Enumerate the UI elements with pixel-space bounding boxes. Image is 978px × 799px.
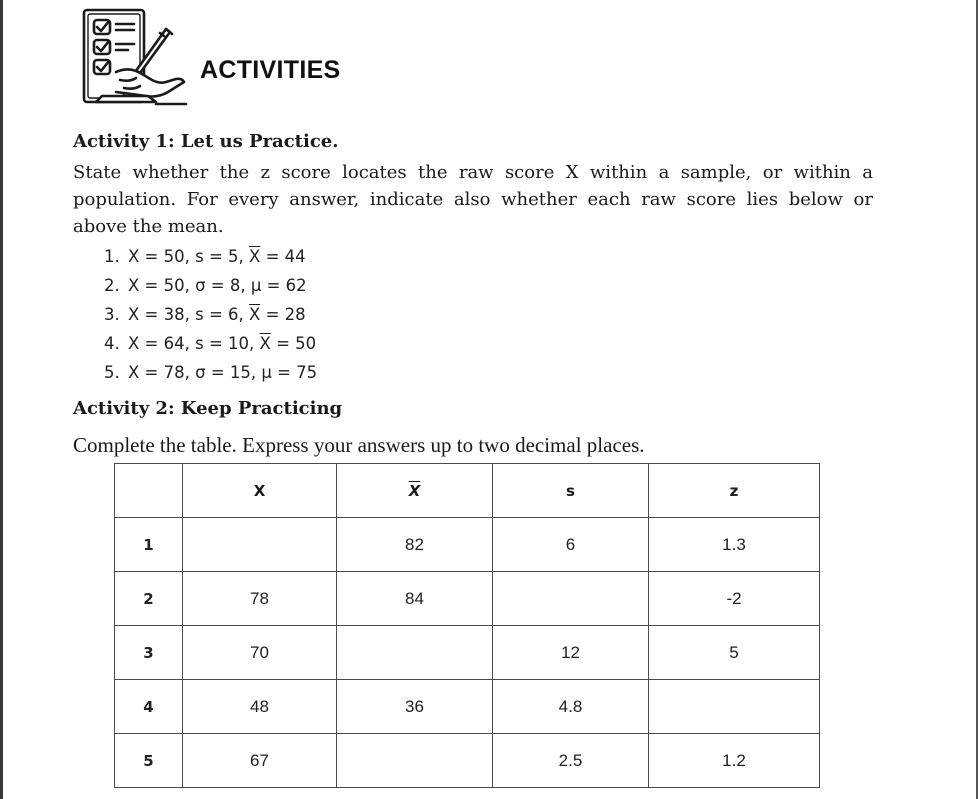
cell-z[interactable] [649,680,820,734]
cell-z: 1.3 [649,518,820,572]
table-header-row [115,464,820,518]
cell-x: 70 [183,626,337,680]
cell-z: 5 [649,626,820,680]
activity1-heading: Activity 1: Let us Practice. [73,131,339,152]
cell-mean: 82 [337,518,493,572]
cell-x[interactable] [183,518,337,572]
row-number: 1 [115,518,183,572]
cell-s[interactable] [493,572,649,626]
activity1-item-list [104,242,317,387]
activity2-instructions: Complete the table. Express your answers up to two decimal places. [73,433,645,457]
cell-mean[interactable] [337,734,493,788]
list-item: 4. X = 64, s = 10, $\overline{X} = 50$ [104,334,317,353]
table-row [115,734,820,788]
cell-s: 2.5 [493,734,649,788]
cell-s: 12 [493,626,649,680]
cell-mean: 36 [337,680,493,734]
list-item: 3. X = 38, s = 6, $\overline{X} = 28$ [104,305,306,324]
row-number: 4 [115,680,183,734]
cell-s: 6 [493,518,649,572]
practice-table [114,463,820,788]
row-number: 2 [115,572,183,626]
activity1-instructions: State whether the z score locates the raw score X within a sample, or within a population. For every answer, indicate also whether each raw score lies below or above the mean. [73,162,873,237]
header-cell-z: z [649,464,820,518]
table-row [115,680,820,734]
header-cell-number [115,464,183,518]
list-item: 1. X = 50, s = 5, $\overline{X} = 44$ [104,247,306,266]
header-cell-x: X [183,464,337,518]
table-row [115,626,820,680]
checklist-clipboard-icon [72,2,190,106]
cell-z: -2 [649,572,820,626]
cell-mean[interactable] [337,626,493,680]
row-number: 3 [115,626,183,680]
header-cell-s: s [493,464,649,518]
page-title: ACTIVITIES [200,56,341,84]
page-edge-left [0,0,3,799]
cell-z: 1.2 [649,734,820,788]
cell-x: 48 [183,680,337,734]
cell-s: 4.8 [493,680,649,734]
table-row [115,572,820,626]
cell-x: 78 [183,572,337,626]
activity2-heading: Activity 2: Keep Practicing [73,398,343,419]
list-item: 2. X = 50, σ = 8, μ = 62 [104,276,307,295]
table-row [115,518,820,572]
row-number: 5 [115,734,183,788]
list-item: 5. X = 78, σ = 15, μ = 75 [104,363,318,382]
header-cell-sample-mean: $\overline{X}$ [337,464,493,518]
cell-x: 67 [183,734,337,788]
cell-mean: 84 [337,572,493,626]
